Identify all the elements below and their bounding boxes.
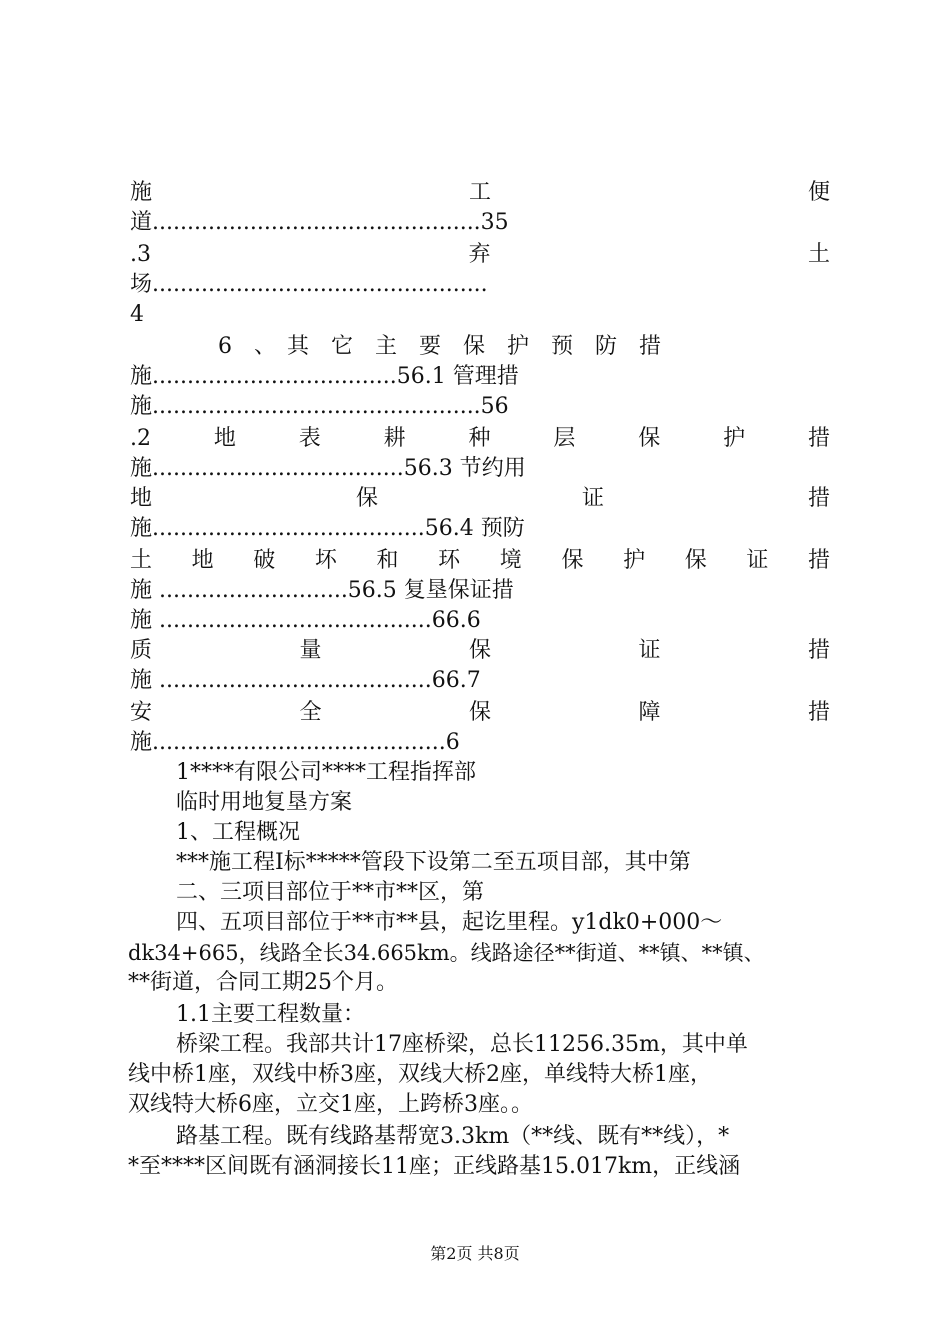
toc-line: 4 [130,302,144,327]
page-footer: 第2页 共8页 [430,1244,520,1263]
toc-line: 土 地 破 坏 和 环 境 保 护 保 证 措 [130,548,830,573]
paragraph-line: 桥梁工程。我部共计17座桥梁，总长11256.35m，其中单 [176,1032,748,1057]
toc-line: 施.......................................56.4 预防 [130,516,525,541]
paragraph-line: ***施工程Ⅰ标*****管段下设第二至五项目部，其中第 [176,850,691,875]
toc-line: 地 保 证 措 [130,486,830,511]
paragraph-line: 四、五项目部位于**市**县，起讫里程。y1dk0+000～ [176,910,723,935]
section-heading: 1、工程概况 [176,820,300,845]
paragraph-line: **街道，合同工期25个月。 [128,970,398,995]
toc-line: 施...............................................56 [130,394,509,419]
toc-line: 质 量 保 证 措 [130,638,830,663]
toc-line: 场................................................ [130,272,488,297]
toc-line: 施 工 便 [130,180,830,205]
paragraph-line: 二、三项目部位于**市**区，第 [176,880,485,905]
company-header: 1****有限公司****工程指挥部 [176,760,476,785]
document-title: 临时用地复垦方案 [176,790,353,815]
toc-line: 道...............................................35 [130,210,509,235]
toc-line: 施 ...........................56.5 复垦保证措 [130,578,514,603]
paragraph-line: 双线特大桥6座，立交1座，上跨桥3座。。 [128,1092,533,1117]
toc-line: 安 全 保 障 措 [130,700,830,725]
toc-line: 施....................................56.3 节约用 [130,456,526,481]
toc-line: .3 弃 土 [130,242,830,267]
toc-line: .2 地 表 耕 种 层 保 护 措 [130,426,830,451]
toc-line: 施 .......................................66.7 [130,668,481,693]
paragraph-line: dk34+665，线路全长34.665km。线路途径**街道、**镇、**镇、 [128,941,765,965]
paragraph-line: 线中桥1座，双线中桥3座，双线大桥2座，单线特大桥1座， [128,1062,712,1087]
toc-line: 6 、 其 它 主 要 保 护 预 防 措 [130,334,661,359]
paragraph-line: 路基工程。既有线路基帮宽3.3km（**线、既有**线），* [176,1124,730,1149]
subsection-heading: 1.1主要工程数量： [176,1002,365,1027]
toc-line: 施..........................................6 [130,730,460,755]
paragraph-line: *至****区间既有涵洞接长11座；正线路基15.017km，正线涵 [128,1154,741,1179]
toc-line: 施 .......................................66.6 [130,608,481,633]
toc-line: 施...................................56.1 管理措 [130,364,519,389]
